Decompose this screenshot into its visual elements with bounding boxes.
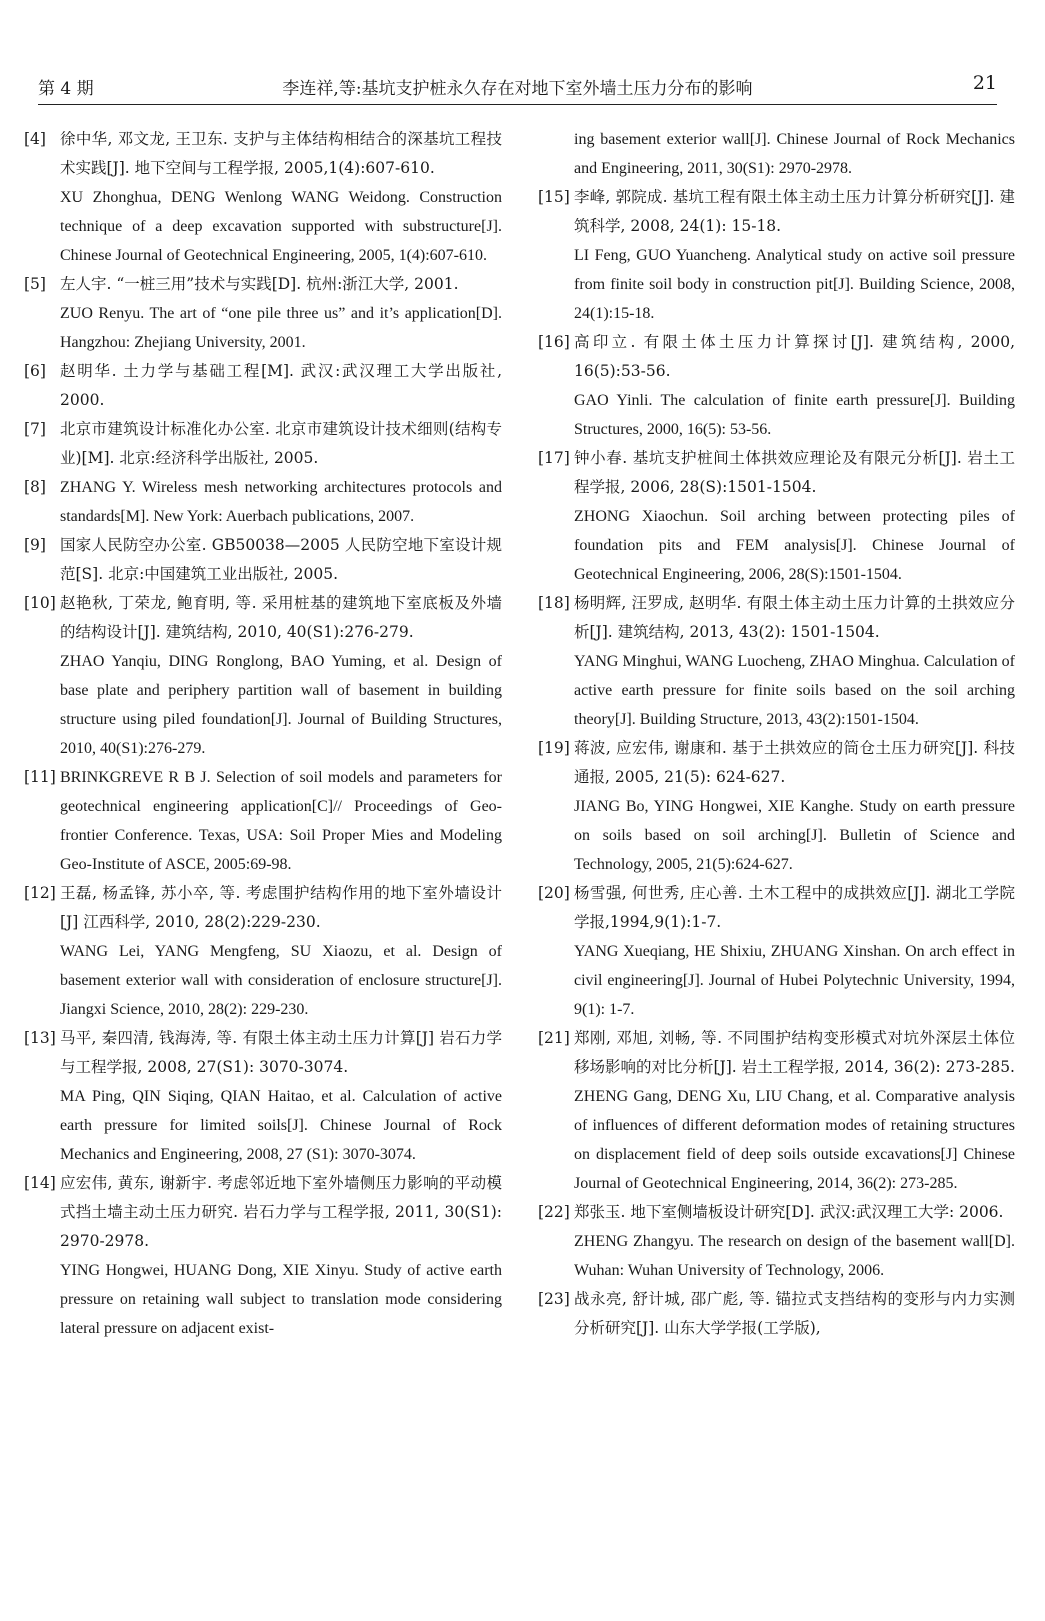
reference-translation: YANG Xueqiang, HE Shixiu, ZHUANG Xinshan. On arch effect in civil engineering[J]. Journal of Hubei Polytechnic University, 1994, 9(1): 1-7. — [574, 943, 1015, 1018]
reference-entry — [538, 328, 1015, 444]
reference-text: 高印立. 有限土体土压力计算探讨[J]. 建筑结构, 2000, 16(5):53-56. — [574, 333, 1015, 380]
reference-translation: ZUO Renyu. The art of “one pile three us” and it’s application[D]. Hangzhou: Zhejiang University, 2001. — [60, 305, 502, 351]
reference-entry — [24, 1024, 502, 1169]
reference-translation: YING Hongwei, HUANG Dong, XIE Xinyu. Study of active earth pressure on retaining wall subject to translation mode considering lateral pressure on adjacent exist- — [60, 1262, 502, 1337]
reference-entry — [24, 531, 502, 589]
reference-text: 国家人民防空办公室. GB50038—2005 人民防空地下室设计规范[S]. 北京:中国建筑工业出版社, 2005. — [60, 536, 502, 583]
reference-entry — [24, 1169, 502, 1343]
reference-text: 赵艳秋, 丁荣龙, 鲍育明, 等. 采用桩基的建筑地下室底板及外墙的结构设计[J]. 建筑结构, 2010, 40(S1):276-279. — [60, 594, 502, 641]
reference-number: [5] — [24, 275, 46, 293]
reference-text: 马平, 秦四清, 钱海涛, 等. 有限土体主动土压力计算[J] 岩石力学与工程学报, 2008, 27(S1): 3070-3074. — [60, 1029, 502, 1076]
reference-entry — [538, 879, 1015, 1024]
reference-entry — [538, 1024, 1015, 1198]
reference-number: [9] — [24, 536, 46, 554]
reference-entry — [24, 357, 502, 415]
page-number: 21 — [972, 72, 997, 94]
reference-translation: ZHONG Xiaochun. Soil arching between protecting piles of foundation pits and FEM analysis[J]. Chinese Journal of Geotechnical Engineering, 2006, 28(S):1501-1504. — [574, 508, 1015, 583]
reference-translation: ZHAO Yanqiu, DING Ronglong, BAO Yuming, et al. Design of base plate and periphery partition wall of basement in building structure using piled foundation[J]. Journal of Building Structures, 2010, 40(S1):276-279. — [60, 653, 502, 757]
reference-translation: GAO Yinli. The calculation of finite earth pressure[J]. Building Structures, 2000, 16(5): 53-56. — [574, 392, 1015, 438]
issue-number: 第 4 期 — [38, 79, 94, 99]
reference-entry — [24, 763, 502, 879]
reference-translation: YANG Minghui, WANG Luocheng, ZHAO Minghua. Calculation of active earth pressure for finite soils based on the soil arching theory[J]. Building Structure, 2013, 43(2):1501-1504. — [574, 653, 1015, 728]
reference-translation: LI Feng, GUO Yuancheng. Analytical study on active soil pressure from finite soil body in construction pit[J]. Building Science, 2008, 24(1):15-18. — [574, 247, 1015, 322]
reference-entry — [538, 183, 1015, 328]
reference-entry — [538, 589, 1015, 734]
reference-number: [13] — [24, 1029, 56, 1047]
reference-number: [18] — [538, 594, 570, 612]
reference-number: [15] — [538, 188, 570, 206]
reference-entry — [538, 1198, 1015, 1285]
reference-entry — [24, 270, 502, 357]
reference-translation: XU Zhonghua, DENG Wenlong WANG Weidong. Construction technique of a deep excavation supported with substructure[J]. Chinese Journal of Geotechnical Engineering, 2005, 1(4):607-610. — [60, 189, 502, 264]
reference-text: 应宏伟, 黄东, 谢新宇. 考虑邻近地下室外墙侧压力影响的平动模式挡土墙主动土压力研究. 岩石力学与工程学报, 2011, 30(S1): 2970-2978. — [60, 1174, 502, 1250]
reference-number: [21] — [538, 1029, 570, 1047]
reference-entry — [24, 415, 502, 473]
reference-entry — [24, 589, 502, 763]
reference-translation: ing basement exterior wall[J]. Chinese Journal of Rock Mechanics and Engineering, 2011, 30(S1): 2970-2978. — [574, 131, 1015, 177]
reference-continuation — [538, 125, 1015, 183]
reference-text: 北京市建筑设计标准化办公室. 北京市建筑设计技术细则(结构专业)[M]. 北京:经济科学出版社, 2005. — [60, 420, 502, 467]
reference-translation: JIANG Bo, YING Hongwei, XIE Kanghe. Study on earth pressure on soils based on soil arching[J]. Bulletin of Science and Technology, 2005, 21(5):624-627. — [574, 798, 1015, 873]
reference-text: 王磊, 杨孟锋, 苏小卒, 等. 考虑围护结构作用的地下室外墙设计[J] 江西科学, 2010, 28(2):229-230. — [60, 884, 502, 931]
reference-number: [20] — [538, 884, 570, 902]
reference-text: 杨雪强, 何世秀, 庄心善. 土木工程中的成拱效应[J]. 湖北工学院学报,1994,9(1):1-7. — [574, 884, 1015, 931]
reference-translation: ZHENG Zhangyu. The research on design of the basement wall[D]. Wuhan: Wuhan University of Technology, 2006. — [574, 1233, 1015, 1279]
reference-text: 徐中华, 邓文龙, 王卫东. 支护与主体结构相结合的深基坑工程技术实践[J]. 地下空间与工程学报, 2005,1(4):607-610. — [60, 130, 502, 177]
reference-entry — [24, 473, 502, 531]
reference-text: 赵明华. 土力学与基础工程[M]. 武汉:武汉理工大学出版社, 2000. — [60, 362, 502, 409]
reference-text: BRINKGREVE R B J. Selection of soil models and parameters for geotechnical engineering application[C]// Proceedings of Geo-frontier Conference. Texas, USA: Soil Proper Mies and Modeling Geo-Institute of ASCE, 2005:69-98. — [60, 769, 502, 873]
reference-number: [17] — [538, 449, 570, 467]
reference-entry — [24, 879, 502, 1024]
reference-translation: MA Ping, QIN Siqing, QIAN Haitao, et al. Calculation of active earth pressure for limited soils[J]. Chinese Journal of Rock Mechanics and Engineering, 2008, 27 (S1): 3070-3074. — [60, 1088, 502, 1163]
reference-number: [11] — [24, 768, 56, 786]
reference-text: 杨明辉, 汪罗成, 赵明华. 有限土体主动土压力计算的土拱效应分析[J]. 建筑结构, 2013, 43(2): 1501-1504. — [574, 594, 1015, 641]
reference-number: [6] — [24, 362, 46, 380]
reference-number: [7] — [24, 420, 46, 438]
reference-number: [4] — [24, 130, 46, 148]
reference-number: [8] — [24, 478, 46, 496]
reference-translation: ZHENG Gang, DENG Xu, LIU Chang, et al. Comparative analysis of influences of different deformation modes of retaining structures on displacement field of deep soils outside excavations[J] Chinese Journal of Geotechnical Engineering, 2014, 36(2): 273-285. — [574, 1088, 1015, 1192]
reference-entry — [538, 1285, 1015, 1343]
left-column — [24, 125, 502, 1343]
reference-entry — [538, 734, 1015, 879]
reference-text: 左人宇. “一桩三用”技术与实践[D]. 杭州:浙江大学, 2001. — [60, 275, 459, 293]
reference-number: [14] — [24, 1174, 56, 1192]
reference-text: 钟小春. 基坑支护桩间土体拱效应理论及有限元分析[J]. 岩土工程学报, 2006, 28(S):1501-1504. — [574, 449, 1015, 496]
reference-text: 郑张玉. 地下室侧墙板设计研究[D]. 武汉:武汉理工大学: 2006. — [574, 1203, 1004, 1221]
reference-text: 战永亮, 舒计城, 邵广彪, 等. 锚拉式支挡结构的变形与内力实测分析研究[J]. 山东大学学报(工学版), — [574, 1290, 1015, 1337]
reference-text: 蒋波, 应宏伟, 谢康和. 基于土拱效应的筒仓土压力研究[J]. 科技通报, 2005, 21(5): 624-627. — [574, 739, 1015, 786]
reference-number — [538, 125, 574, 183]
running-header — [38, 72, 997, 105]
reference-text: 郑刚, 邓旭, 刘畅, 等. 不同围护结构变形模式对坑外深层土体位移场影响的对比分析[J]. 岩土工程学报, 2014, 36(2): 273-285. — [574, 1029, 1015, 1076]
reference-entry — [24, 125, 502, 270]
reference-translation: WANG Lei, YANG Mengfeng, SU Xiaozu, et al. Design of basement exterior wall with consideration of enclosure structure[J]. Jiangxi Science, 2010, 28(2): 229-230. — [60, 943, 502, 1018]
reference-entry — [538, 444, 1015, 589]
reference-text: 李峰, 郭院成. 基坑工程有限土体主动土压力计算分析研究[J]. 建筑科学, 2008, 24(1): 15-18. — [574, 188, 1015, 235]
reference-number: [19] — [538, 739, 570, 757]
reference-number: [12] — [24, 884, 56, 902]
reference-number: [23] — [538, 1290, 570, 1308]
right-column — [538, 125, 1015, 1343]
reference-number: [10] — [24, 594, 56, 612]
reference-number: [16] — [538, 333, 570, 351]
reference-number: [22] — [538, 1203, 570, 1221]
reference-text: ZHANG Y. Wireless mesh networking architectures protocols and standards[M]. New York: Auerbach publications, 2007. — [60, 479, 502, 525]
running-title: 李连祥,等:基坑支护桩永久存在对地下室外墙土压力分布的影响 — [282, 79, 753, 99]
